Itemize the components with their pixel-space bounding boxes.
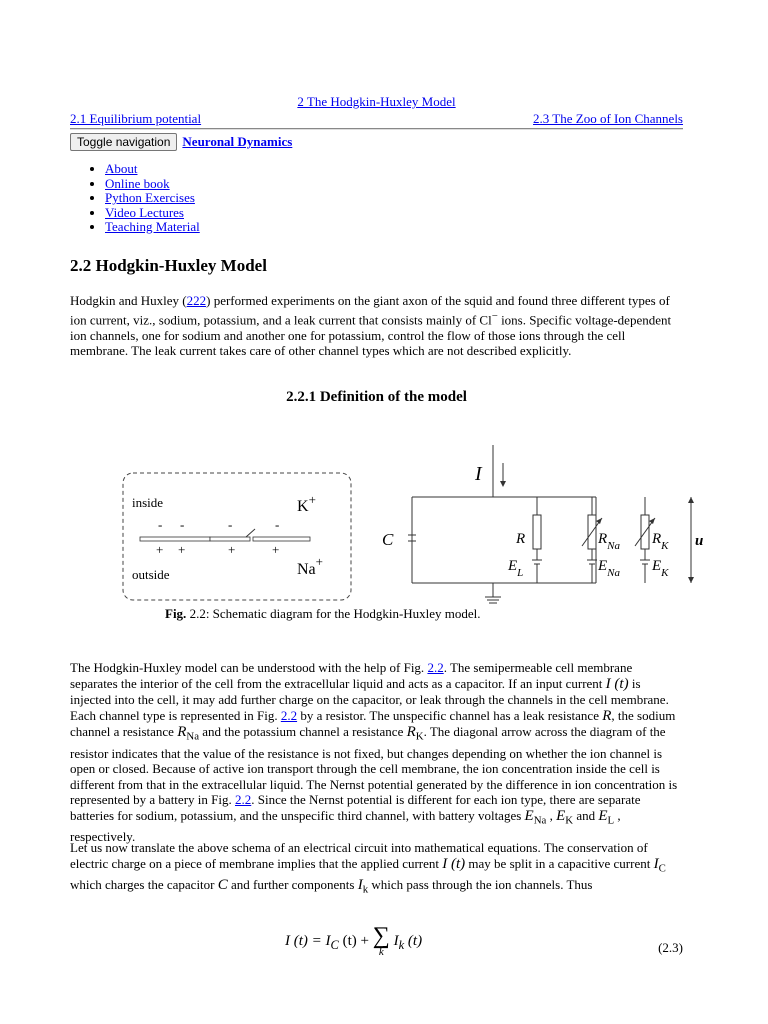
leak-E-label [507, 558, 523, 579]
k-ion-label [297, 492, 316, 515]
leak-R-label: R [516, 531, 526, 547]
math-I-t: I (t) [442, 855, 466, 872]
channel-gate [246, 529, 255, 537]
math-sub: K [415, 730, 424, 743]
text-run: is injected into the cell, it may add further charge on the capacitor, or leak through the channels in the cell membrane. Each channel type is represented in Fig. [70, 675, 669, 723]
na-ion-symbol: Na [297, 561, 316, 578]
brand-link[interactable]: Neuronal Dynamics [182, 134, 293, 149]
menu-item-online-book[interactable]: Online book [105, 175, 170, 191]
menu-item [105, 191, 200, 206]
caption-label: Fig. [165, 606, 187, 621]
math-E-L: E [598, 807, 608, 824]
math-sub: K [565, 814, 574, 827]
text-run: by a resistor. The unspecific channel has a leak resistance [297, 707, 603, 723]
text-run: and [573, 807, 599, 823]
plus-sign: + [272, 542, 280, 557]
minus-sign: - [180, 517, 185, 532]
subsection-title: 2.2.1 Definition of the model [286, 389, 467, 405]
math-sub: C [658, 862, 666, 875]
math-sub: Na [186, 730, 200, 743]
potassium-E-sub: K [661, 567, 669, 579]
menu-item [105, 220, 200, 235]
math-C: C [217, 876, 228, 893]
potassium-E-symbol: E [652, 558, 662, 574]
potassium-variable-arrowhead [649, 518, 655, 524]
navbar [70, 133, 292, 151]
nav-prev-link[interactable]: 2.1 Equilibrium potential [70, 111, 202, 126]
text-run: and further components [227, 876, 358, 892]
membrane-segment [253, 537, 310, 541]
circuit [408, 445, 655, 603]
leak-E-symbol: E [508, 558, 518, 574]
capacitor-C-label: C [382, 530, 394, 549]
toggle-navigation-button[interactable]: Toggle navigation [70, 133, 177, 151]
menu-item [105, 206, 200, 221]
text-run: , the sodium channel a resistance [70, 707, 676, 740]
sodium-E-label [597, 558, 621, 579]
caption-text: 2.2: Schematic diagram for the Hodgkin-Huxley model. [186, 606, 481, 621]
membrane-segment [210, 537, 250, 541]
text-run: , [546, 807, 557, 823]
section-title: 2.2 Hodgkin-Huxley Model [70, 256, 267, 275]
eq-lhs: I (t) = I [285, 932, 331, 949]
menu-item-python-exercises[interactable]: Python Exercises [105, 190, 195, 205]
k-ion-charge: + [308, 492, 316, 507]
text-run: . The diagonal arrow across the diagram of the resistor indicates that the value of the resistance is not fixed, but changes depending on whether the ion channel is open or closed. Because of active ion transport through the cell membrane, the ion concentration inside the cell is different from that in the extracellular liquid. The Nernst potential generated by the difference in ion concentration is represented by a battery in Fig. [70, 724, 678, 808]
text-run: may be split in a capacitive current [465, 855, 654, 871]
math-sub: Na [533, 814, 547, 827]
text-run: Let us now translate the above schema of an electrical circuit into mathematical equations. The conservation of electric charge on a piece of membrane implies that the applied current [70, 840, 648, 871]
text-run: . Since the Nernst potential is different for each ion type, there are separate batteries for sodium, potassium, and the unspecific third channel, with battery voltages [70, 792, 641, 823]
math-E-K: E [556, 807, 566, 824]
inside-label: inside [132, 495, 164, 510]
hodgkin-huxley-circuit-figure [120, 445, 704, 605]
intro-text-c: ions. Specific voltage-dependent ion channels, one for sodium and another one for potassium, control the flow of those ions through the cell membrane. The leak current takes care of other channel types which are not described explicitly. [70, 311, 672, 359]
math-E-Na: E [524, 807, 534, 824]
text-run: , respectively. [70, 807, 621, 845]
u-arrowhead-bottom [688, 577, 694, 583]
potassium-E-label [651, 558, 669, 579]
math-R-Na: R [177, 724, 187, 741]
voltage-u-label: u [695, 533, 704, 549]
plus-sign: + [178, 542, 186, 557]
membrane-segment [140, 537, 210, 541]
leak-E-sub: L [517, 567, 524, 579]
main-menu [70, 162, 200, 235]
sodium-E-sub: Na [607, 567, 621, 579]
menu-item-video-lectures[interactable]: Video Lectures [105, 204, 184, 220]
plus-sign: + [228, 542, 236, 557]
minus-sign: - [275, 517, 280, 532]
nav-up-link[interactable]: 2 The Hodgkin-Huxley Model [297, 94, 456, 109]
figure-caption [165, 606, 481, 622]
chloride-charge: − [491, 309, 498, 322]
math-sub: k [362, 883, 369, 896]
math-I-t: I (t) [605, 675, 629, 692]
math-sub: L [607, 814, 615, 827]
nav-next [533, 111, 683, 127]
text-run: and the potassium channel a resistance [199, 724, 407, 740]
text-run: which charges the capacitor [70, 876, 218, 892]
figure-ref-link[interactable]: 2.2 [427, 660, 444, 675]
figure-ref-link[interactable]: 2.2 [280, 707, 298, 723]
nav-up [70, 94, 683, 110]
citation-link[interactable]: 222 [186, 293, 207, 308]
na-ion-label [297, 554, 323, 578]
menu-item-teaching-material[interactable]: Teaching Material [105, 219, 200, 234]
sodium-R-sub: Na [607, 540, 621, 552]
equation-number: (2.3) [658, 940, 683, 955]
nav-next-link[interactable]: 2.3 The Zoo of Ion Channels [533, 111, 683, 126]
menu-item-about[interactable]: About [105, 161, 138, 176]
sum-symbol [373, 925, 390, 958]
intro-text-b: ) performed experiments on the giant axon of the squid and found three different types of ion current, viz., sodium, potassium, and a leak current that consists mainly of Cl [70, 293, 670, 327]
eq-sub: k [398, 937, 405, 952]
eq-sub: C [330, 937, 339, 952]
sum-index: k [378, 946, 384, 958]
math-R: R [602, 707, 612, 724]
circuit-paragraph [70, 660, 683, 845]
eq-mid: (t) + [338, 932, 373, 949]
figure-ref-link[interactable]: 2.2 [234, 792, 252, 808]
text-run: which pass through the ion channels. Thus [368, 876, 593, 892]
intro-paragraph [70, 293, 683, 359]
text-run: The Hodgkin-Huxley model can be understood with the help of Fig. [70, 660, 428, 675]
sodium-E-symbol: E [598, 558, 608, 574]
nav-prev [70, 111, 201, 127]
math-R-K: R [406, 724, 416, 741]
sodium-R-label [597, 531, 621, 552]
menu-item [105, 162, 200, 177]
current-arrowhead [500, 481, 506, 487]
u-arrowhead-top [688, 497, 694, 503]
potassium-R-sub: K [661, 540, 669, 552]
outside-label: outside [132, 567, 170, 582]
math-I-k: I [357, 876, 363, 893]
equation-2-3 [285, 925, 422, 958]
current-I-label: I [475, 463, 482, 485]
sodium-R-symbol: R [598, 531, 608, 547]
equations-paragraph [70, 840, 683, 898]
minus-sign: - [228, 517, 233, 532]
potassium-R-label [651, 531, 669, 552]
text-run: . The semipermeable cell membrane separates the interior of the cell from the extracellular liquid and acts as a capacitor. If an input current [70, 660, 633, 691]
menu-item [105, 177, 200, 192]
potassium-R-symbol: R [652, 531, 662, 547]
eq-rhs-end: (t) [404, 932, 423, 949]
k-ion-symbol: K [297, 498, 309, 515]
plus-sign: + [156, 542, 164, 557]
math-I-C: I [653, 855, 659, 872]
minus-sign: - [158, 517, 163, 532]
sodium-variable-arrowhead [596, 518, 602, 524]
eq-rhs: I [389, 932, 399, 949]
intro-text-a: Hodgkin and Huxley ( [70, 293, 187, 308]
nav-divider [70, 128, 683, 130]
na-ion-charge: + [315, 554, 323, 569]
sum-sign: ∑ [372, 923, 390, 949]
